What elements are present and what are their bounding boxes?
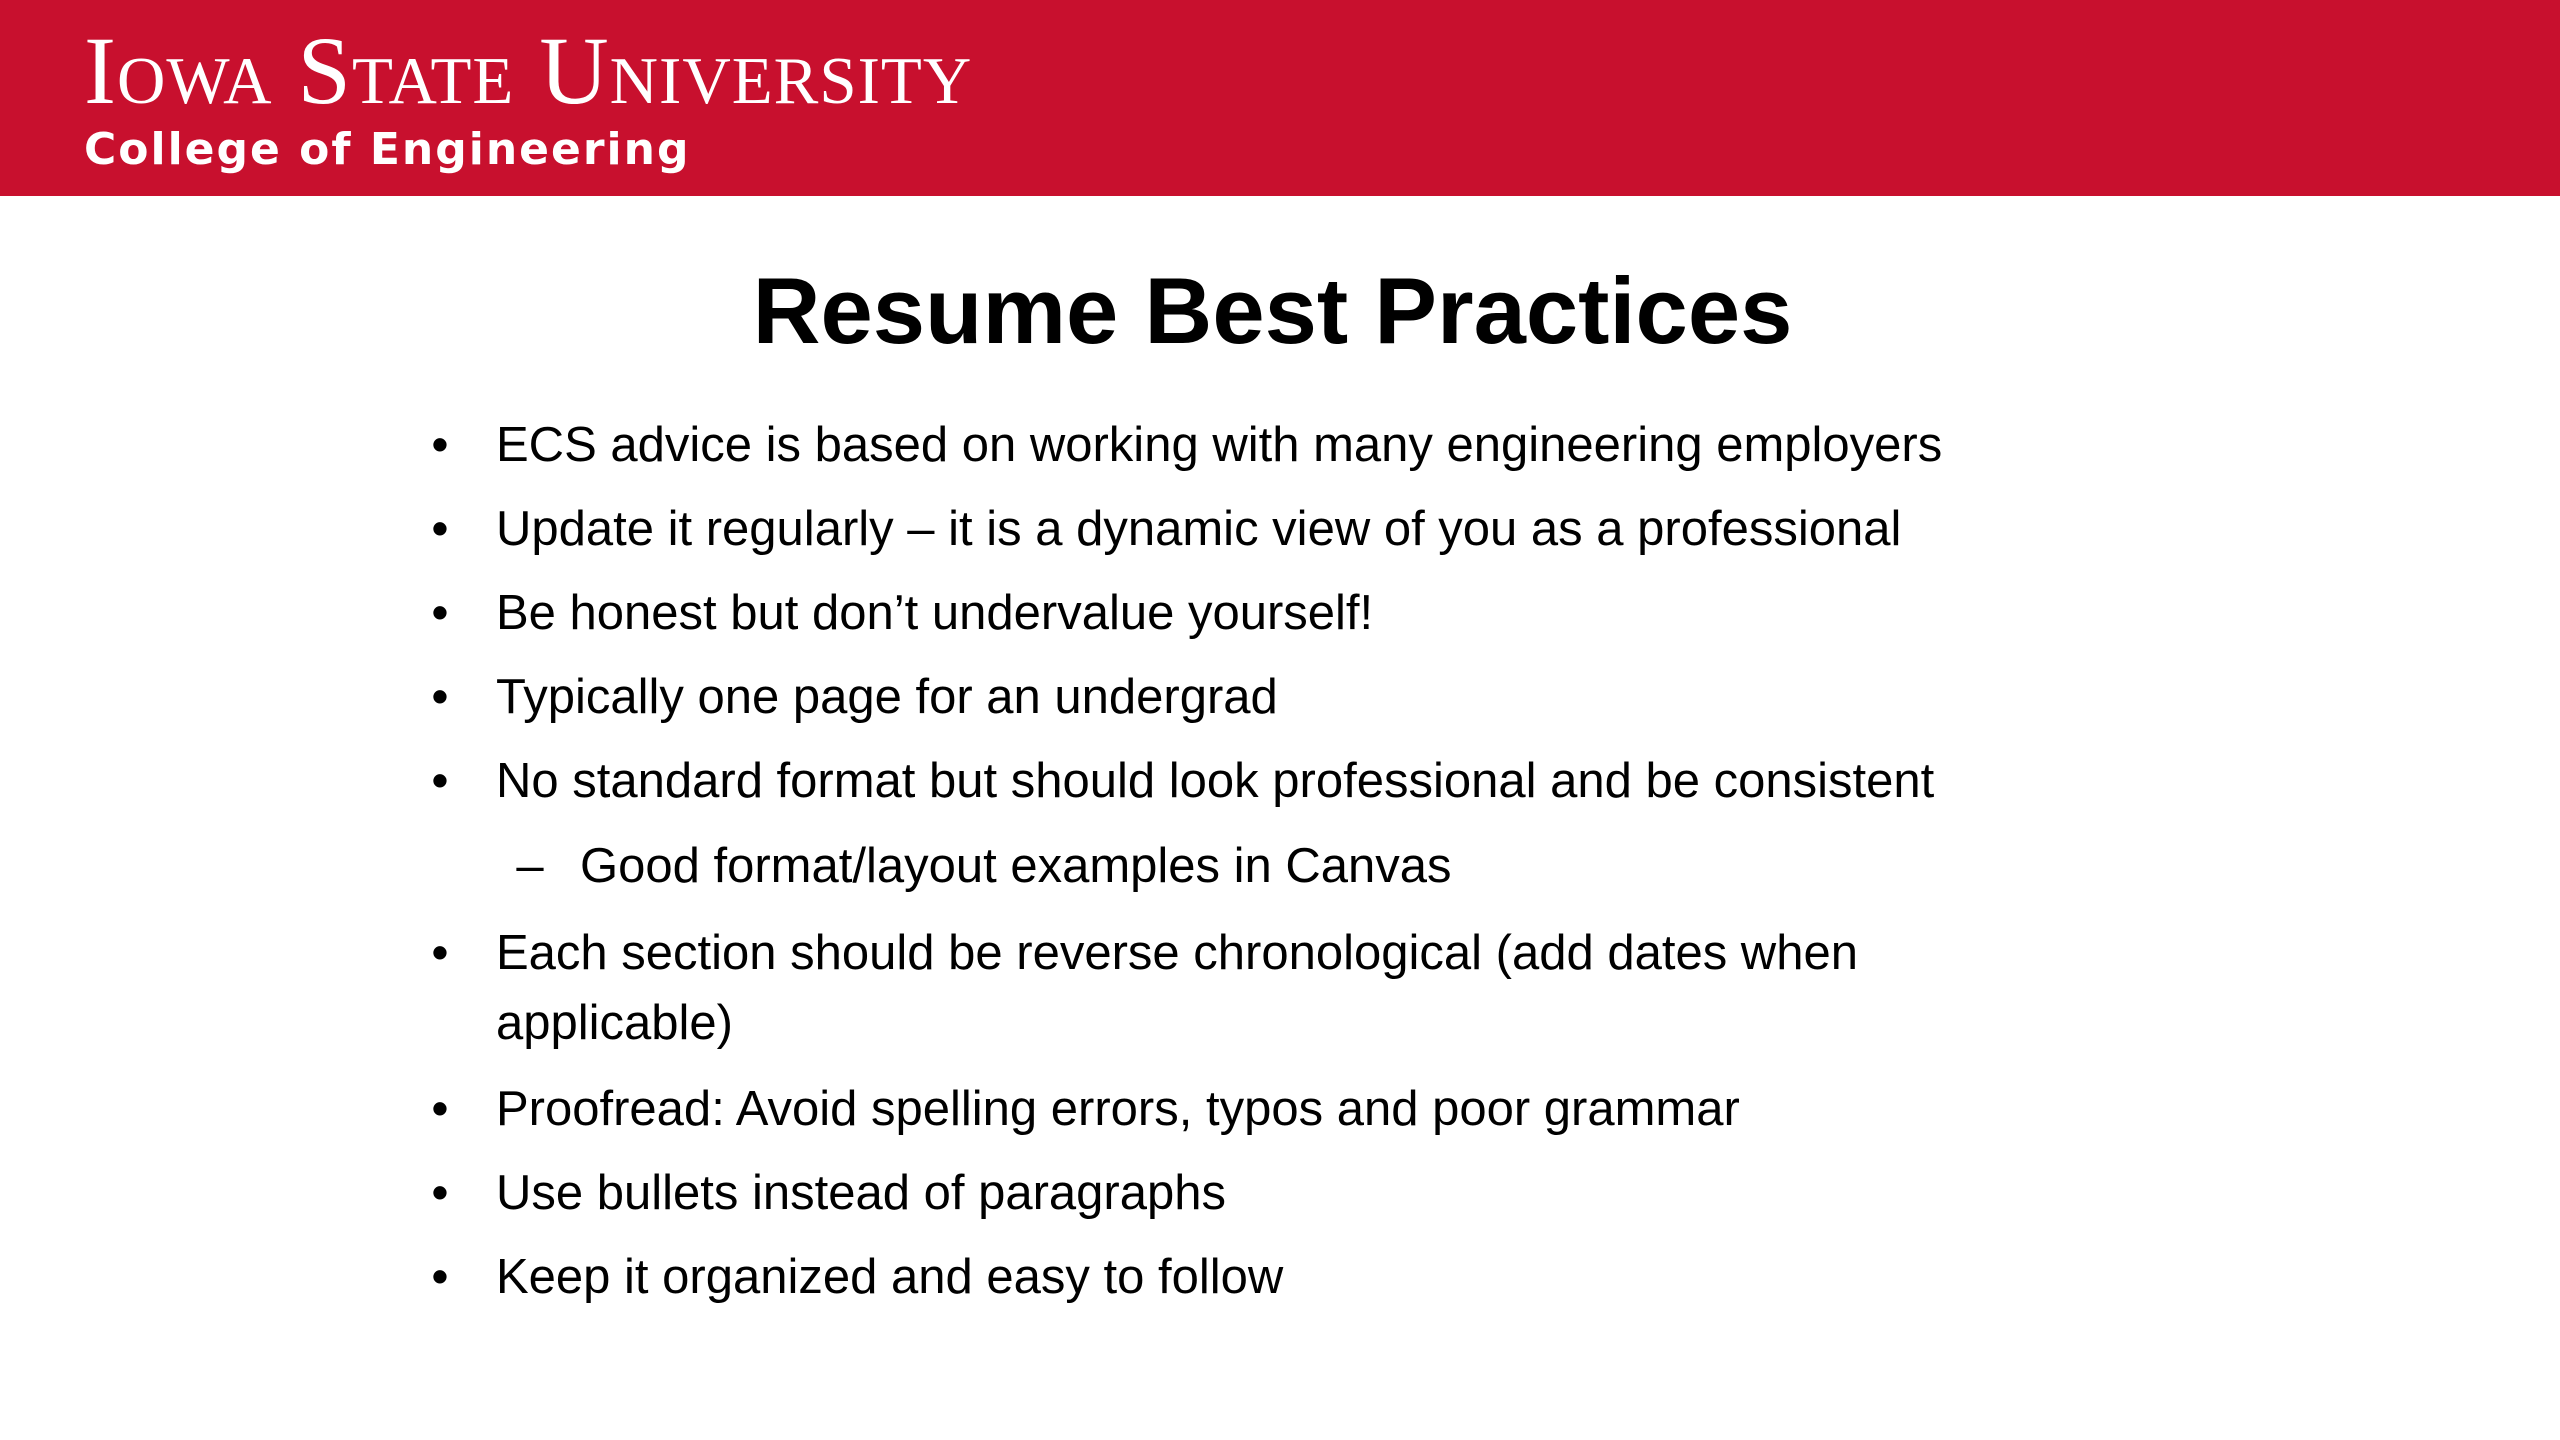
bullet-text: Keep it organized and easy to follow bbox=[496, 1250, 1284, 1304]
bullet-text: Proofread: Avoid spelling errors, typos and poor grammar bbox=[496, 1082, 1740, 1136]
bullet-item bbox=[420, 410, 2120, 480]
bullet-item bbox=[420, 1158, 2120, 1228]
university-name: Iowa State University bbox=[84, 17, 973, 124]
sub-bullet-item bbox=[510, 831, 2210, 901]
bullet-item bbox=[420, 746, 2120, 816]
bullet-marker: • bbox=[431, 1082, 449, 1136]
college-name: College of Engineering bbox=[84, 124, 691, 175]
bullet-item bbox=[420, 918, 2040, 1058]
slide-title: Resume Best Practices bbox=[752, 258, 1793, 363]
bullet-marker: • bbox=[431, 670, 449, 724]
bullet-text: ECS advice is based on working with many engineering employers bbox=[496, 418, 1943, 472]
bullet-marker: • bbox=[431, 418, 449, 472]
bullet-text: No standard format but should look professional and be consistent bbox=[496, 754, 1935, 808]
bullet-item bbox=[420, 494, 2120, 564]
bullet-text: Each section should be reverse chronological (add dates when applicable) bbox=[496, 926, 1858, 1050]
bullet-text: Update it regularly – it is a dynamic view of you as a professional bbox=[496, 502, 1902, 556]
bullet-text: Use bullets instead of paragraphs bbox=[496, 1166, 1226, 1220]
bullet-text: Be honest but don’t undervalue yourself! bbox=[496, 586, 1374, 640]
bullet-marker: • bbox=[431, 754, 449, 808]
bullet-marker: • bbox=[431, 502, 449, 556]
bullet-item bbox=[420, 1074, 2120, 1144]
bullet-marker: • bbox=[431, 1250, 449, 1304]
bullet-marker: • bbox=[431, 586, 449, 640]
dash-marker: – bbox=[516, 839, 544, 893]
bullet-item bbox=[420, 1242, 2120, 1312]
bullet-text: Good format/layout examples in Canvas bbox=[580, 839, 1452, 893]
bullet-marker: • bbox=[431, 1166, 449, 1220]
bullet-marker: • bbox=[431, 926, 449, 980]
bullet-item bbox=[420, 662, 2120, 732]
bullet-item bbox=[420, 578, 2120, 648]
bullet-text: Typically one page for an undergrad bbox=[496, 670, 1278, 724]
